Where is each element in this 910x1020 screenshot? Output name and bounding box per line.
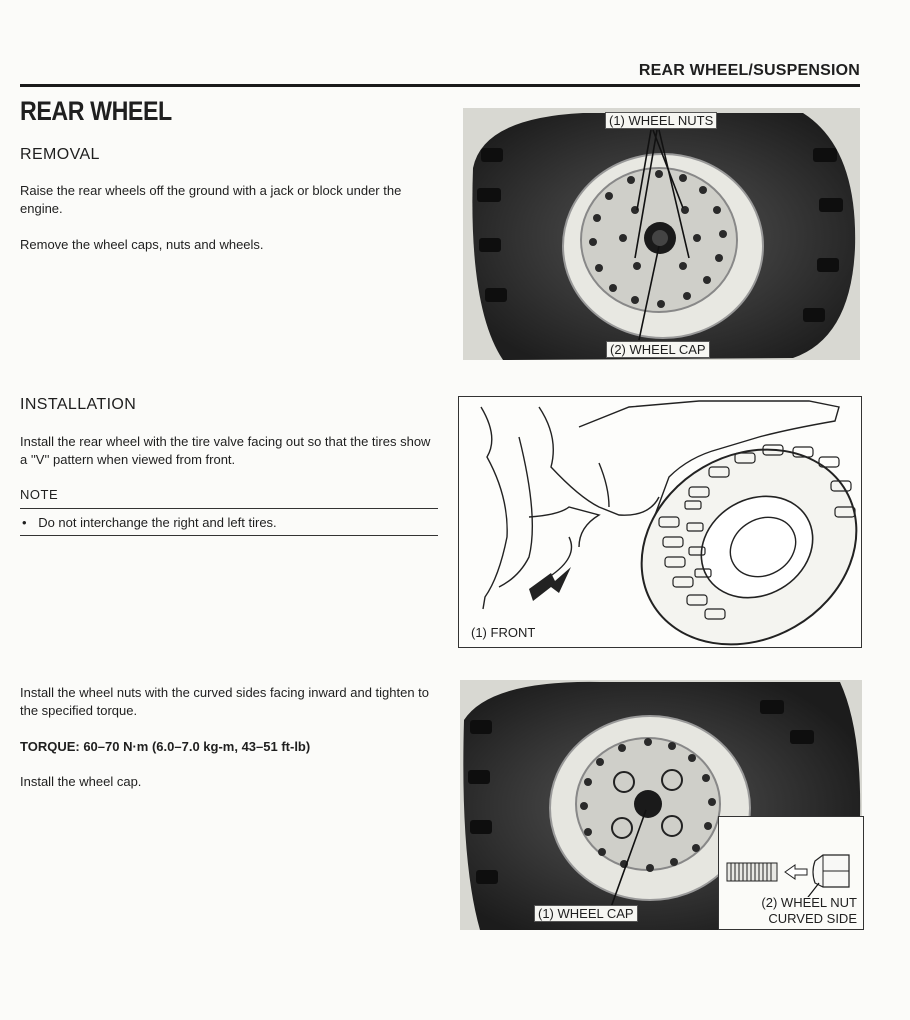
- removal-photo: [463, 108, 860, 360]
- callout-wheel-cap: (2) WHEEL CAP: [606, 341, 710, 358]
- note-item: [22, 514, 442, 532]
- wheel-nut-drawing: [719, 817, 863, 897]
- removal-paragraph-2: Remove the wheel caps, nuts and wheels.: [20, 237, 264, 252]
- section-header: REAR WHEEL/SUSPENSION: [638, 62, 860, 79]
- page-title: REAR WHEEL: [20, 96, 172, 126]
- removal-heading: REMOVAL: [20, 146, 100, 163]
- header-rule: [20, 84, 860, 87]
- torque-spec: TORQUE: 60–70 N·m (6.0–7.0 kg-m, 43–51 ft-lb): [20, 739, 311, 754]
- wheel-nut-inset: [718, 816, 864, 930]
- note-rule-bottom: [20, 535, 438, 536]
- tighten-paragraph: Install the wheel nuts with the curved sides facing inward and tighten to the specified torque.: [20, 685, 430, 718]
- removal-paragraph-1: Raise the rear wheels off the ground with a jack or block under the engine.: [20, 183, 402, 216]
- installation-paragraph: Install the rear wheel with the tire valve facing out so that the tires show a ''V'' pattern when viewed from front.: [20, 434, 431, 467]
- note-item-text: Do not interchange the right and left tires.: [38, 515, 277, 530]
- wheel-photo-removal: [463, 108, 860, 360]
- note-rule-top: [20, 508, 438, 509]
- inset-label-line-2: CURVED SIDE: [768, 911, 857, 926]
- callout-wheel-nuts: (1) WHEEL NUTS: [605, 112, 717, 129]
- note-bullet: •: [22, 515, 27, 530]
- tighten-paragraph-2: Install the wheel cap.: [20, 774, 142, 789]
- callout-front: (1) FRONT: [471, 625, 536, 640]
- installation-heading: INSTALLATION: [20, 396, 137, 413]
- note-label: NOTE: [20, 487, 59, 502]
- atv-line-drawing: [459, 397, 861, 647]
- installation-diagram: [458, 396, 862, 648]
- inset-label-line-1: (2) WHEEL NUT: [761, 895, 857, 910]
- callout-wheel-cap-install: (1) WHEEL CAP: [534, 905, 638, 922]
